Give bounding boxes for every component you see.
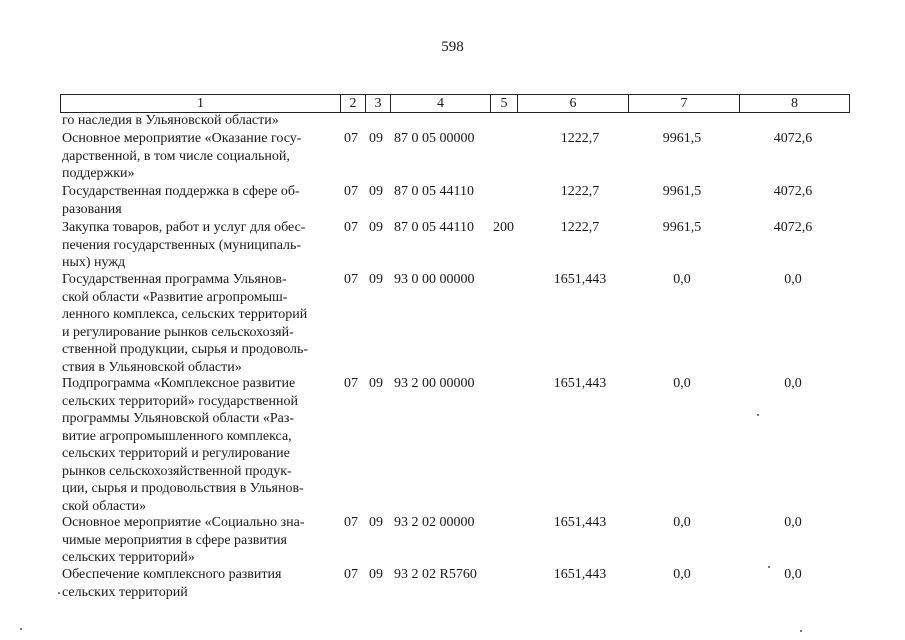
row-name-line: Обеспечение комплексного развития	[62, 567, 282, 582]
row-name	[62, 375, 333, 515]
row-name-line: Закупка товаров, работ и услуг для обес-	[62, 220, 306, 235]
row-value-8: 4072,6	[773, 220, 813, 235]
row-name-line: сельских территорий»	[62, 550, 195, 565]
row-subsection: 09	[369, 272, 383, 287]
row-value-6: 1222,7	[560, 131, 600, 146]
row-value-6: 1651,443	[553, 515, 607, 530]
row-subsection: 09	[369, 567, 383, 582]
scan-speck	[20, 628, 22, 630]
row-section: 07	[344, 131, 358, 146]
row-name	[62, 566, 333, 601]
row-target-article: 93 2 02 00000	[394, 515, 475, 530]
row-subsection: 09	[369, 184, 383, 199]
row-value-7: 9961,5	[662, 184, 702, 199]
row-value-8: 0,0	[784, 376, 802, 391]
header-row	[61, 95, 850, 113]
row-name-line: и регулирование рынков сельскохозяй-	[62, 324, 294, 340]
header-col-8: 8	[740, 95, 850, 113]
row-name	[62, 112, 333, 130]
row-section: 07	[344, 515, 358, 530]
row-name	[62, 219, 333, 272]
row-target-article: 93 2 00 00000	[394, 376, 475, 391]
header-col-5: 5	[491, 95, 518, 113]
row-name-line: го наследия в Ульяновской области»	[62, 113, 279, 128]
header-col-3: 3	[366, 95, 391, 113]
row-name-line: сельских территорий» государственной	[62, 393, 298, 409]
row-subsection: 09	[369, 131, 383, 146]
row-target-article: 93 2 02 R5760	[394, 567, 477, 582]
scan-speck	[757, 414, 759, 416]
row-name	[62, 514, 333, 567]
header-col-1: 1	[61, 95, 341, 113]
row-name-line: рынков сельскохозяйственной продук-	[62, 463, 292, 479]
row-value-6: 1222,7	[560, 184, 600, 199]
row-name-line: ных) нужд	[62, 255, 126, 270]
column-header-table	[60, 94, 850, 113]
row-subsection: 09	[369, 376, 383, 391]
row-target-article: 87 0 05 00000	[394, 131, 475, 146]
row-name-line: Государственная программа Ульянов-	[62, 272, 287, 287]
row-target-article: 87 0 05 44110	[394, 184, 474, 199]
row-subsection: 09	[369, 220, 383, 235]
row-value-6: 1651,443	[553, 376, 607, 391]
row-name-line: сельских территорий и регулирование	[62, 446, 290, 461]
row-name	[62, 271, 333, 376]
row-section: 07	[344, 376, 358, 391]
row-name-line: дарственной, в том числе социальной,	[62, 148, 290, 164]
row-value-7: 0,0	[673, 515, 691, 530]
header-col-4: 4	[391, 95, 491, 113]
row-target-article: 87 0 05 44110	[394, 220, 474, 235]
row-value-8: 0,0	[784, 515, 802, 530]
row-value-7: 9961,5	[662, 220, 702, 235]
row-section: 07	[344, 184, 358, 199]
row-section: 07	[344, 567, 358, 582]
row-target-article: 93 0 00 00000	[394, 272, 475, 287]
row-section: 07	[344, 272, 358, 287]
row-name-line: ленного комплекса, сельских территорий	[62, 307, 308, 322]
row-name-line: витие агропромышленного комплекса,	[62, 428, 292, 444]
row-value-7: 9961,5	[662, 131, 702, 146]
row-expense-type: 200	[493, 220, 514, 235]
row-value-7: 0,0	[673, 567, 691, 582]
row-name-line: ской области «Развитие агропромыш-	[62, 289, 288, 305]
header-col-2: 2	[341, 95, 366, 113]
row-value-6: 1651,443	[553, 272, 607, 287]
row-value-8: 4072,6	[773, 131, 813, 146]
row-value-6: 1222,7	[560, 220, 600, 235]
row-name-line: ской области»	[62, 498, 147, 514]
header-col-7: 7	[629, 95, 740, 113]
row-value-8: 0,0	[784, 567, 802, 582]
row-name-line: Государственная поддержка в сфере об-	[62, 184, 300, 199]
scan-speck	[800, 630, 802, 632]
row-name-line: сельских территорий	[62, 584, 188, 600]
scan-speck	[768, 566, 770, 568]
row-name-line: поддержки»	[62, 166, 135, 181]
row-name-line: ственной продукции, сырья и продоволь-	[62, 342, 309, 357]
row-section: 07	[344, 220, 358, 235]
row-name-line: ции, сырья и продовольствия в Ульянов-	[62, 481, 304, 496]
row-name-line: Основное мероприятие «Социально зна-	[62, 515, 305, 530]
row-name	[62, 183, 333, 218]
row-name-line: печения государственных (муниципаль-	[62, 237, 302, 253]
row-name-line: разования	[62, 201, 122, 217]
row-subsection: 09	[369, 515, 383, 530]
row-name-line: Основное мероприятие «Оказание госу-	[62, 131, 302, 146]
row-name-line: Подпрограмма «Комплексное развитие	[62, 376, 296, 391]
row-value-6: 1651,443	[553, 567, 607, 582]
row-name	[62, 130, 333, 183]
scan-speck	[58, 592, 60, 594]
page-number: 598	[441, 39, 464, 55]
row-name-line: программы Ульяновской области «Раз-	[62, 411, 295, 426]
row-value-7: 0,0	[673, 272, 691, 287]
row-name-line: ствия в Ульяновской области»	[62, 359, 242, 375]
row-value-7: 0,0	[673, 376, 691, 391]
row-value-8: 4072,6	[773, 184, 813, 199]
row-value-8: 0,0	[784, 272, 802, 287]
row-name-line: чимые мероприятия в сфере развития	[62, 532, 287, 548]
header-col-6: 6	[518, 95, 629, 113]
